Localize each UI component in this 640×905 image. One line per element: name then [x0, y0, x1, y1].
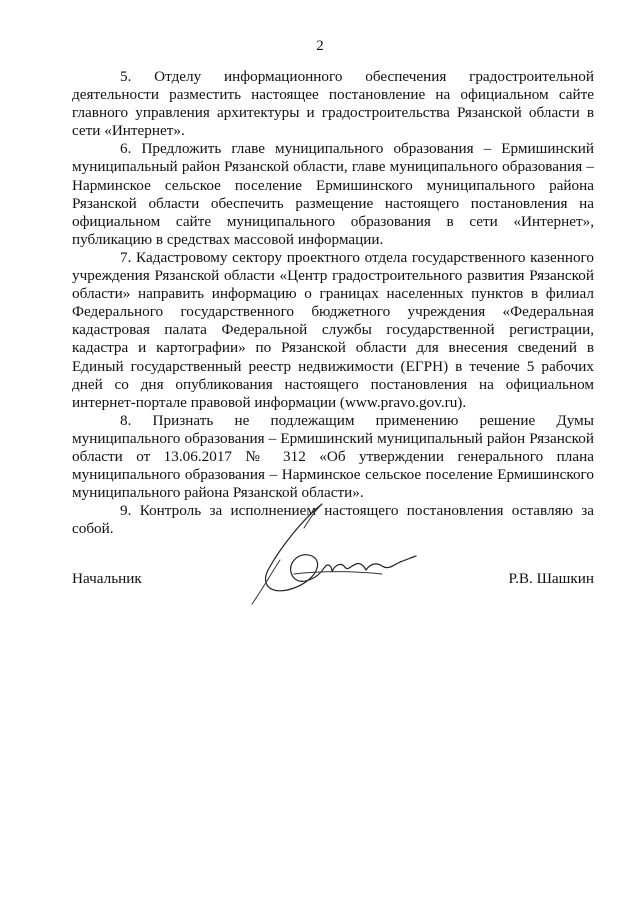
signature-row — [72, 566, 594, 590]
paragraph-8: 8. Признать не подлежащим применению решение Думы муниципального образования – Ермишинский муниципальный район Рязанской области от 13.06.2017 № 312 «Об утверждении генерального плана муниципального образования – Нарминское сельское поселение Ермишинского муниципального района Рязанской области». — [72, 411, 594, 502]
page-number: 2 — [316, 38, 324, 54]
paragraph-6: 6. Предложить главе муниципального образования – Ермишинский муниципальный район Рязанской области, главе муниципального образования – Нарминское сельское поселение Ермишинского муниципального района Рязанской области обеспечить размещение настоящего постановления на официальном сайте муниципального образования в сети «Интернет», публикацию в средствах массовой информации. — [72, 140, 594, 248]
signatory-name: Р.В. Шашкин — [508, 570, 594, 587]
signatory-title: Начальник — [72, 570, 142, 587]
paragraph-9: 9. Контроль за исполнением настоящего постановления оставляю за собой. — [72, 502, 594, 538]
document-body — [72, 68, 594, 538]
paragraph-7: 7. Кадастровому сектору проектного отдела государственного казенного учреждения Рязанской области «Центр градостроительного развития Рязанской области» направить информацию о границах населенных пунктов в филиал Федерального государственного бюджетного учреждения «Федеральная кадастровая палата Федеральной службы государственной регистрации, кадастра и картографии» по Рязанской области для внесения сведений в Единый государственный реестр недвижимости (ЕГРН) в течение 5 рабочих дней со дня опубликования настоящего постановления на официальном интернет-портале правовой информации (www.pravo.gov.ru). — [72, 248, 594, 411]
paragraph-5: 5. Отделу информационного обеспечения градостроительной деятельности разместить настоящее постановление на официальном сайте главного управления архитектуры и градостроительства Рязанской области в сети «Интернет». — [72, 68, 594, 140]
handwritten-signature — [232, 500, 422, 610]
